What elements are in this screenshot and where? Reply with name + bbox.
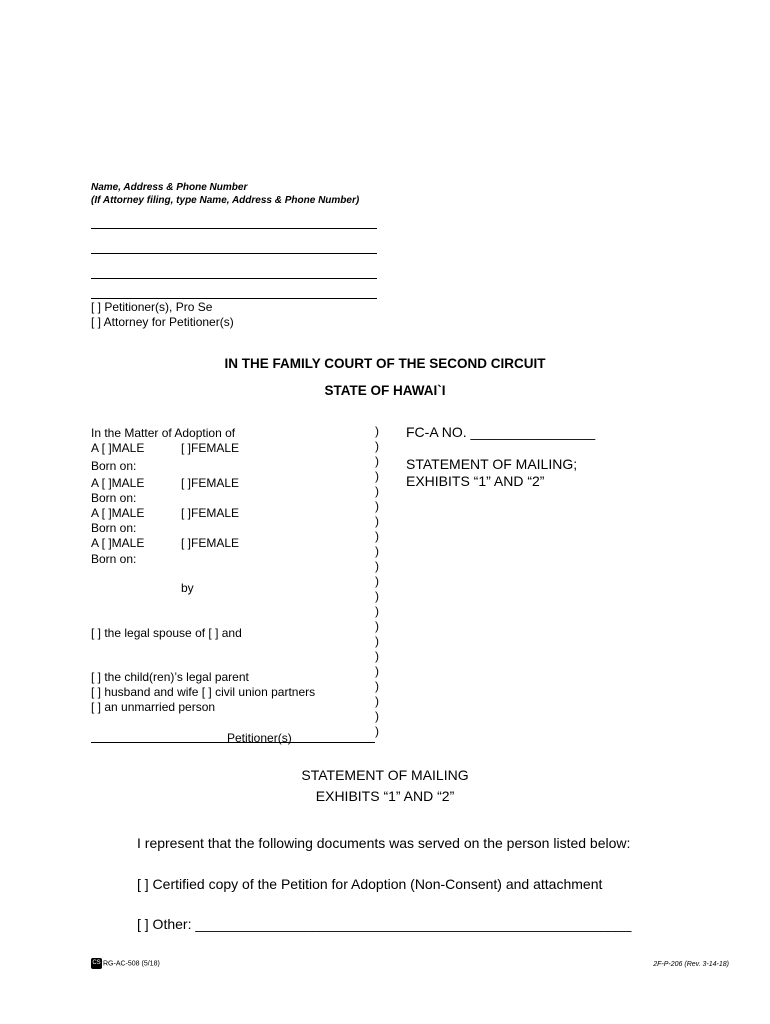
case-number[interactable]: FC-A NO. ________________ bbox=[406, 424, 596, 440]
blank-line-1[interactable] bbox=[91, 228, 377, 229]
legal-parent-option[interactable]: [ ] the child(ren)’s legal parent bbox=[91, 670, 249, 684]
court-logo-icon: CS bbox=[91, 958, 102, 969]
by-label: by bbox=[181, 581, 194, 595]
attorney-note: (If Attorney filing, type Name, Address & Phone Number) bbox=[91, 195, 360, 206]
child-2-male[interactable]: A [ ]MALE bbox=[91, 476, 145, 490]
court-title: IN THE FAMILY COURT OF THE SECOND CIRCUIT bbox=[224, 356, 546, 371]
child-4-born: Born on: bbox=[91, 552, 137, 566]
statement-heading: STATEMENT OF MAILING bbox=[301, 767, 469, 783]
legal-spouse-option[interactable]: [ ] the legal spouse of [ ] and bbox=[91, 626, 242, 640]
form-id-text: RG-AC-508 (5/18) bbox=[103, 960, 160, 968]
other-option[interactable]: [ ] Other: ________________________________________________________ bbox=[137, 916, 632, 932]
child-2-female[interactable]: [ ]FEMALE bbox=[181, 476, 240, 490]
husband-wife-option[interactable]: [ ] husband and wife [ ] civil union partners bbox=[91, 685, 316, 699]
child-1-born: Born on: bbox=[91, 459, 137, 473]
certified-copy-option[interactable]: [ ] Certified copy of the Petition for Adoption (Non-Consent) and attachment bbox=[137, 876, 603, 892]
petitioners-label: Petitioner(s) bbox=[227, 731, 292, 745]
child-4-female[interactable]: [ ]FEMALE bbox=[181, 536, 240, 550]
child-3-female[interactable]: [ ]FEMALE bbox=[181, 506, 240, 520]
exhibits-heading: EXHIBITS “1” AND “2” bbox=[315, 788, 455, 804]
checkbox-pro-se[interactable]: [ ] Petitioner(s), Pro Se bbox=[91, 300, 213, 314]
blank-line-2[interactable] bbox=[91, 253, 377, 254]
blank-line-3[interactable] bbox=[91, 278, 377, 279]
child-3-male[interactable]: A [ ]MALE bbox=[91, 506, 145, 520]
child-1-male[interactable]: A [ ]MALE bbox=[91, 441, 145, 455]
footer-form-rev: 2F-P-206 (Rev. 3-14-18) bbox=[653, 961, 729, 968]
case-title-line2: EXHIBITS “1” AND “2” bbox=[406, 473, 545, 489]
matter-of-adoption: In the Matter of Adoption of bbox=[91, 426, 236, 440]
blank-line-4[interactable] bbox=[91, 298, 377, 299]
unmarried-option[interactable]: [ ] an unmarried person bbox=[91, 700, 216, 714]
case-title-line1: STATEMENT OF MAILING; bbox=[406, 456, 578, 472]
statement-intro: I represent that the following documents was served on the person listed below: bbox=[137, 835, 631, 851]
name-address-label: Name, Address & Phone Number bbox=[91, 182, 248, 193]
footer-form-id bbox=[91, 958, 160, 969]
child-4-male[interactable]: A [ ]MALE bbox=[91, 536, 145, 550]
child-1-female[interactable]: [ ]FEMALE bbox=[181, 441, 240, 455]
caption-parentheses: ) ) ) ) ) ) ) ) ) ) ) ) ) ) ) ) ) ) ) ) ) bbox=[375, 424, 379, 738]
child-3-born: Born on: bbox=[91, 521, 137, 535]
child-2-born: Born on: bbox=[91, 491, 137, 505]
checkbox-attorney[interactable]: [ ] Attorney for Petitioner(s) bbox=[91, 315, 234, 329]
court-state: STATE OF HAWAI`I bbox=[324, 383, 446, 398]
